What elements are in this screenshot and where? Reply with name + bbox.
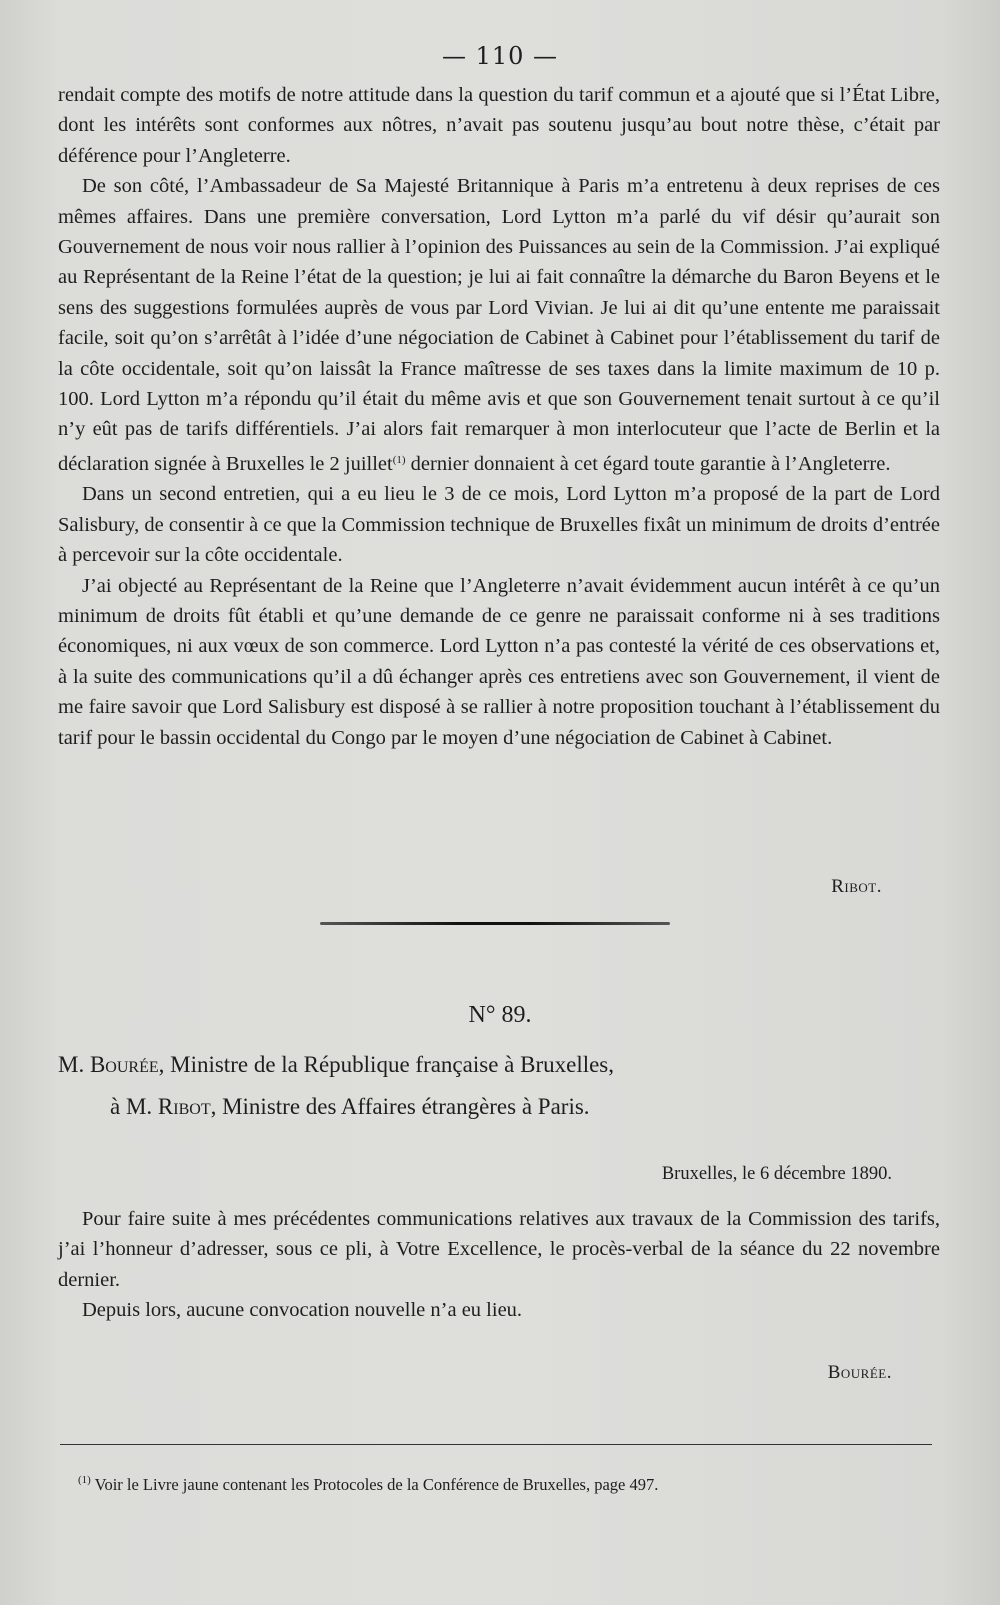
paragraph [58,171,940,479]
footnote-reference[interactable]: (1) [392,453,406,466]
recipient-line [110,1094,590,1120]
place-date: Bruxelles, le 6 décembre 1890. [661,1164,892,1184]
sender-role: , Ministre de la République française à Bruxelles, [158,1052,615,1077]
paragraph: Dans un second entretien, qui a eu lieu le 3 de ce mois, Lord Lytton m’a proposé de la part de Lord Salisbury, de consentir à ce que la Commission technique de Bruxelles fixât un minimum de droits d’entrée à percevoir sur la côte occidentale. [58,483,940,567]
footnote-marker: (1) [78,1474,91,1486]
footnote-divider [60,1444,932,1445]
letter-bouree-body [58,1204,940,1326]
recipient-prefix: à M. [110,1094,158,1119]
letter-ribot-body [58,80,940,753]
section-divider [320,922,670,925]
paragraph: Pour faire suite à mes précédentes communications relatives aux travaux de la Commission des tarifs, j’ai l’honneur d’adresser, sous ce pli, à Votre Excellence, le procès-verbal de la séance du 22 novembre dernier. [58,1208,940,1291]
paragraph: J’ai objecté au Représentant de la Reine que l’Angleterre n’avait évidemment aucun intérêt à ce qu’un minimum de droits fût établi et qu’une demande de ce genre ne paraissait conforme ni à ses traditions économiques, ni aux vœux de son commerce. Lord Lytton n’a pas contesté la vérité de ces observations et, à la suite des communications qu’il a dû échanger après ces entretiens avec son Gouvernement, il vient de me faire savoir que Lord Salisbury est disposé à se rallier à notre proposition touchant à l’établissement du tarif pour le bassin occidental du Congo par le moyen d’une négociation de Cabinet à Cabinet. [58,574,940,749]
page-number: — 110 — [441,42,559,70]
document-number: N° 89. [468,1002,532,1028]
sender-title: M. [58,1052,90,1077]
signature-ribot: Ribot. [831,876,882,897]
footnote-text: Voir le Livre jaune contenant les Protocoles de la Conférence de Bruxelles, page 497. [90,1475,659,1494]
signature-bouree: Bourée. [827,1362,892,1383]
paragraph-text: dernier donnaient à cet égard toute garantie à l’Angleterre. [405,452,891,475]
sender-line [58,1052,614,1078]
recipient-role: , Ministre des Affaires étrangères à Paris. [210,1094,590,1119]
sender-name: Bourée [89,1052,159,1077]
paragraph: Depuis lors, aucune convocation nouvelle n’a eu lieu. [82,1299,523,1322]
paragraph: rendait compte des motifs de notre attitude dans la question du tarif commun et a ajouté que si l’État Libre, dont les intérêts sont conformes aux nôtres, n’avait pas soutenu jusqu’au bout notre thèse, c’était par déférence pour l’Angleterre. [58,84,940,167]
recipient-name: Ribot [157,1094,211,1119]
footnote [78,1474,938,1495]
paragraph-text: De son côté, l’Ambassadeur de Sa Majesté Britannique à Paris m’a entretenu à deux reprises de ces mêmes affaires. Dans une première conversation, Lord Lytton m’a parlé du vif désir qu’aurait son Gouvernement de nous voir nous rallier à l’opinion des Puissances au sein de la Commission. J’ai expliqué au Représentant de la Reine l’état de la question; je lui ai fait connaître la démarche du Baron Beyens et le sens des suggestions formulées auprès de vous par Lord Vivian. Je lui ai dit qu’une entente me paraissait facile, soit qu’on s’arrêtât à l’idée d’une négociation de Cabinet à Cabinet pour l’établissement du tarif de la côte occidentale, soit qu’on laissât la France maîtresse de ses taxes dans la limite maximum de 10 p. 100. Lord Lytton m’a répondu qu’il était du même avis et que son Gouvernement tenait surtout à ce qu’il n’y eût pas de tarifs différentiels. J’ai alors fait remarquer à mon interlocuteur que l’acte de Berlin et la déclaration signée à Bruxelles le 2 juillet [58,175,940,475]
